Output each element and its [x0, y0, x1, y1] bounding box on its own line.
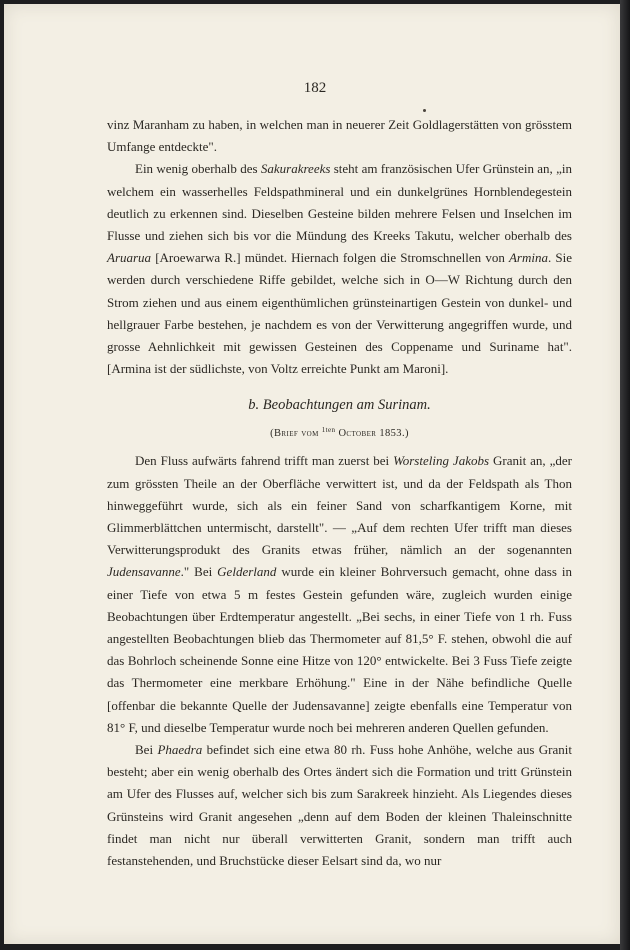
text-run: ." Bei — [180, 564, 218, 580]
text-run: Ein wenig oberhalb des — [135, 161, 261, 177]
section-heading: b. Beobachtungen am Surinam. — [248, 397, 431, 414]
paragraph-1 — [107, 114, 572, 158]
text-run: [Aroewarwa R.] mündet. Hiernach folgen die Stromschnellen von — [151, 250, 509, 266]
italic-term: Armina — [508, 250, 548, 266]
italic-term: Worsteling Jakobs — [393, 453, 490, 469]
text-run: steht am französischen Ufer Grünstein an, „in welchem ein wasserhelles Feldspathmineral und ein dunkelgrünes Hornblendegestein deutlich zu erkennen sind. Dieselben Gesteine bilden mehrere Felsen und Inselchen im Flusse und ziehen sich bis vor die Mündung des Kreeks Takutu, welcher oberhalb des — [107, 161, 572, 244]
text-run: . Sie werden durch verschiedene Riffe gebildet, welche sich in O—W Richtung durch den Strom ziehen und aus einem eigenthümlichen grünsteinartigen Gestein von dunkel- und hellgrauer Farbe bestehen, je nachdem es von der Verwitterung angegriffen wurde, und grosse Aehnlichkeit mit gewissen Gesteinen des Coppename und Suriname hat". [Armina ist der südlichste, von Voltz erreichte Punkt am Maroni]. — [107, 250, 572, 377]
scan-border — [620, 0, 630, 950]
italic-term: Sakurakreeks — [260, 161, 331, 177]
paragraph-3 — [107, 450, 572, 739]
ink-speck — [423, 109, 426, 112]
text-run: befindet sich eine etwa 80 rh. Fuss hohe Anhöhe, welche aus Granit besteht; aber ein wenig oberhalb des Ortes ändert sich die Formation und tritt Grünstein am Ufer des Flusses auf, welcher sich bis zum Sarakreek hinzieht. Als Liegendes dieses Grünsteins wird Granit angesehen „denn auf dem Boden der kleinen Thaleinschnitte findet man nicht nur überall verwitterten Granit, sondern man trifft auch festanstehenden, und Bruchstücke dieser Eelsart sind da, wo nur — [107, 742, 572, 869]
italic-term: Gelderland — [217, 564, 277, 580]
paragraph-4 — [107, 739, 572, 872]
text-run: Granit an, „der zum grössten Theile an der Oberfläche verwittert ist, und da der Feldspath als Thon hinweggeführt wurde, sich als ein feiner Sand von scharfkantigem Korne, mit Glimmerblättchen untermischt, darstellt". — „Auf dem rechten Ufer trifft man dieses Verwitterungsprodukt des Granits etwas früher, nämlich an der sogenannten — [107, 453, 572, 558]
paragraph-2 — [107, 158, 572, 380]
page-number: 182 — [303, 80, 327, 96]
text-run: Bei — [135, 742, 158, 758]
letter-date — [107, 420, 572, 444]
italic-term: Phaedra — [157, 742, 203, 758]
italic-term: Judensavanne — [107, 564, 181, 580]
italic-term: Aruarua — [107, 250, 152, 266]
letter-date-prefix: (Brief vom — [270, 428, 322, 440]
letter-date-suffix: October 1853.) — [335, 428, 409, 440]
text-run: vinz Maranham zu haben, in welchen man in neuerer Zeit Goldlagerstätten von grösstem Umfange entdeckte". — [107, 117, 572, 155]
text-run: wurde ein kleiner Bohrversuch gemacht, ohne dass in einer Tiefe von etwa 5 m festes Gestein gefunden wäre, zugleich wurden einige Beobachtungen über Erdtemperatur angestellt. „Bei sechs, in einer Tiefe von 1 rh. Fuss angestellten Beobachtungen blieb das Thermometer auf 81,5° F. stehen, obwohl die auf das Bohrloch scheinende Sonne eine Hitze von 120° entwickelte. Bei 3 Fuss Tiefe zeigte das Thermometer eine merkbare Erhöhung." Eine in der Nähe befindliche Quelle [offenbar die bekannte Quelle der Judensavanne] zeigte ebenfalls eine Temperatur von 81° F, und dieselbe Temperatur wurde noch bei mehreren anderen Quellen gefunden. — [107, 564, 572, 735]
body-text — [107, 114, 572, 872]
letter-date-day: 1ten — [321, 426, 336, 435]
text-run: Den Fluss aufwärts fahrend trifft man zuerst bei — [135, 453, 394, 469]
